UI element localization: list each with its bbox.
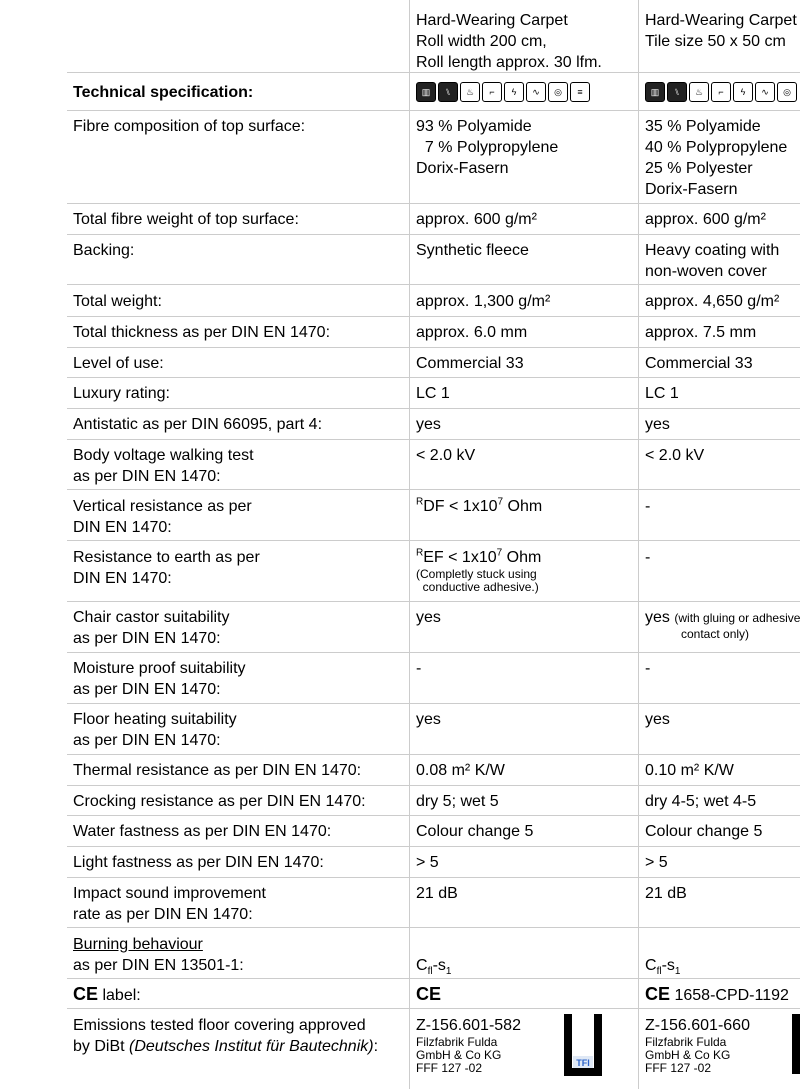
row-divider bbox=[67, 927, 800, 928]
row-divider bbox=[67, 652, 800, 653]
row-divider bbox=[67, 347, 800, 348]
vertical-label: Vertical resistance as per DIN EN 1470: bbox=[73, 498, 252, 536]
row-divider bbox=[67, 110, 800, 111]
row-divider bbox=[67, 408, 800, 409]
stair-icon: ⌐ bbox=[711, 82, 731, 102]
heating-a: yes bbox=[416, 711, 441, 728]
row-divider bbox=[67, 978, 800, 979]
antistatic-label: Antistatic as per DIN 66095, part 4: bbox=[73, 416, 323, 433]
crocking-label: Crocking resistance as per DIN EN 1470: bbox=[73, 793, 366, 810]
castor-icon: ◎ bbox=[777, 82, 797, 102]
impact-b: 21 dB bbox=[645, 885, 687, 902]
vertical-b: - bbox=[645, 498, 651, 515]
thermal-label: Thermal resistance as per DIN EN 1470: bbox=[73, 762, 362, 779]
header-col-a: Hard-Wearing Carpet Roll width 200 cm, Roll length approx. 30 lfm. bbox=[416, 12, 602, 71]
heating-label: Floor heating suitability as per DIN EN 1470: bbox=[73, 711, 237, 749]
castor-a: yes bbox=[416, 609, 441, 626]
ce-label: CE label: bbox=[73, 984, 141, 1004]
fibre-weight-b: approx. 600 g/m² bbox=[645, 211, 766, 228]
moisture-label: Moisture proof suitability as per DIN EN 1470: bbox=[73, 660, 246, 698]
row-divider bbox=[67, 1008, 800, 1009]
row-divider bbox=[67, 785, 800, 786]
row-divider bbox=[67, 284, 800, 285]
earth-a: $^REF < 1x10^7$ Ohm (Completly stuck using conductive adhesive.) bbox=[416, 547, 542, 594]
ce-mark-icon: CE bbox=[73, 984, 99, 1004]
row-divider bbox=[67, 703, 800, 704]
castor-b: yes (with gluing or adhesive contact only) bbox=[645, 609, 800, 641]
body-voltage-b: < 2.0 kV bbox=[645, 447, 705, 464]
chair-icon: ⑊ bbox=[667, 82, 687, 102]
luxury-label: Luxury rating: bbox=[73, 385, 170, 402]
icon-row-a bbox=[416, 82, 590, 102]
row-divider bbox=[67, 489, 800, 490]
luxury-b: LC 1 bbox=[645, 385, 679, 402]
ce-a bbox=[410, 984, 441, 1006]
chair-icon: ⑊ bbox=[438, 82, 458, 102]
crocking-a: dry 5; wet 5 bbox=[416, 793, 499, 810]
burning-label: Burning behaviour as per DIN EN 13501-1: bbox=[73, 936, 244, 974]
burning-a: $C_{fl}-s_1$ bbox=[416, 957, 452, 978]
earth-b: - bbox=[645, 549, 651, 566]
light-b: > 5 bbox=[645, 854, 668, 871]
emissions-label: Emissions tested floor covering approved by DiBt (Deutsches Institut für Bautechnik): bbox=[73, 1017, 379, 1055]
wave-icon: ∿ bbox=[755, 82, 775, 102]
row-divider bbox=[67, 877, 800, 878]
fibre-weight-a: approx. 600 g/m² bbox=[416, 211, 537, 228]
antistatic-b: yes bbox=[645, 416, 670, 433]
moisture-b: - bbox=[645, 660, 651, 677]
body-voltage-label: Body voltage walking test as per DIN EN 1470: bbox=[73, 447, 254, 485]
vertical-a: $^RDF < 1x10^7$ Ohm bbox=[416, 496, 543, 515]
lightning-icon: ϟ bbox=[504, 82, 524, 102]
heating-b: yes bbox=[645, 711, 670, 728]
antistatic-a: yes bbox=[416, 416, 441, 433]
backing-a: Synthetic fleece bbox=[416, 242, 529, 259]
castor-icon: ◎ bbox=[548, 82, 568, 102]
row-divider bbox=[67, 316, 800, 317]
lightning-icon: ϟ bbox=[733, 82, 753, 102]
emissions-b: Z-156.601-660 Filzfabrik Fulda GmbH & Co KG FFF 127 -02 bbox=[645, 1017, 750, 1075]
row-divider bbox=[67, 234, 800, 235]
earth-label: Resistance to earth as per DIN EN 1470: bbox=[73, 549, 260, 587]
level-label: Level of use: bbox=[73, 355, 164, 372]
header-col-b: Hard-Wearing Carpet Tile size 50 x 50 cm bbox=[645, 12, 797, 50]
impact-label: Impact sound improvement rate as per DIN EN 1470: bbox=[73, 885, 266, 923]
fibre-col-b: 35 % Polyamide 40 % Polypropylene 25 % Polyester Dorix-Fasern bbox=[645, 118, 788, 198]
spec-title: Technical specification: bbox=[73, 84, 254, 101]
tfi-logo-icon bbox=[792, 1014, 800, 1076]
light-label: Light fastness as per DIN EN 1470: bbox=[73, 854, 324, 871]
thickness-b: approx. 7.5 mm bbox=[645, 324, 757, 341]
building-icon: ▥ bbox=[416, 82, 436, 102]
total-weight-label: Total weight: bbox=[73, 293, 162, 310]
row-divider bbox=[67, 377, 800, 378]
ce-b: CE 1658-CPD-1192 bbox=[645, 984, 789, 1004]
water-label: Water fastness as per DIN EN 1470: bbox=[73, 823, 332, 840]
fire-icon: ♨ bbox=[689, 82, 709, 102]
water-b: Colour change 5 bbox=[645, 823, 763, 840]
wave-icon: ∿ bbox=[526, 82, 546, 102]
row-divider bbox=[67, 203, 800, 204]
castor-label: Chair castor suitability as per DIN EN 1470: bbox=[73, 609, 230, 647]
luxury-a: LC 1 bbox=[416, 385, 450, 402]
row-divider bbox=[67, 815, 800, 816]
impact-a: 21 dB bbox=[416, 885, 458, 902]
burning-b: $C_{fl}-s_1$ bbox=[645, 957, 681, 978]
thickness-a: approx. 6.0 mm bbox=[416, 324, 528, 341]
total-weight-a: approx. 1,300 g/m² bbox=[416, 293, 551, 310]
ce-mark-icon: CE bbox=[416, 984, 442, 1004]
fibre-col-a: 93 % Polyamide 7 % Polypropylene Dorix-Fasern bbox=[416, 118, 559, 177]
emissions-a: Z-156.601-582 Filzfabrik Fulda GmbH & Co KG FFF 127 -02 bbox=[416, 1017, 521, 1075]
crocking-b: dry 4-5; wet 4-5 bbox=[645, 793, 757, 810]
fibre-weight-label: Total fibre weight of top surface: bbox=[73, 211, 299, 228]
backing-b: Heavy coating with non-woven cover bbox=[645, 242, 780, 280]
moisture-a: - bbox=[416, 660, 422, 677]
thermal-a: 0.08 m² K/W bbox=[416, 762, 505, 779]
fire-icon: ♨ bbox=[460, 82, 480, 102]
heating-icon: ≡ bbox=[570, 82, 590, 102]
building-icon: ▥ bbox=[645, 82, 665, 102]
total-weight-b: approx. 4,650 g/m² bbox=[645, 293, 780, 310]
water-a: Colour change 5 bbox=[416, 823, 534, 840]
body-voltage-a: < 2.0 kV bbox=[416, 447, 476, 464]
row-divider bbox=[67, 540, 800, 541]
level-a: Commercial 33 bbox=[416, 355, 524, 372]
tfi-logo-icon bbox=[564, 1014, 602, 1076]
thickness-label: Total thickness as per DIN EN 1470: bbox=[73, 324, 331, 341]
row-divider bbox=[67, 439, 800, 440]
thermal-b: 0.10 m² K/W bbox=[645, 762, 734, 779]
light-a: > 5 bbox=[416, 854, 439, 871]
level-b: Commercial 33 bbox=[645, 355, 753, 372]
ce-mark-icon: CE bbox=[645, 984, 671, 1004]
icon-row-b bbox=[645, 82, 797, 102]
svg-text:TFI: TFI bbox=[576, 1058, 590, 1068]
backing-label: Backing: bbox=[73, 242, 135, 259]
fibre-label: Fibre composition of top surface: bbox=[73, 118, 306, 135]
stair-icon: ⌐ bbox=[482, 82, 502, 102]
row-divider bbox=[67, 754, 800, 755]
row-divider bbox=[67, 846, 800, 847]
row-divider bbox=[67, 601, 800, 602]
